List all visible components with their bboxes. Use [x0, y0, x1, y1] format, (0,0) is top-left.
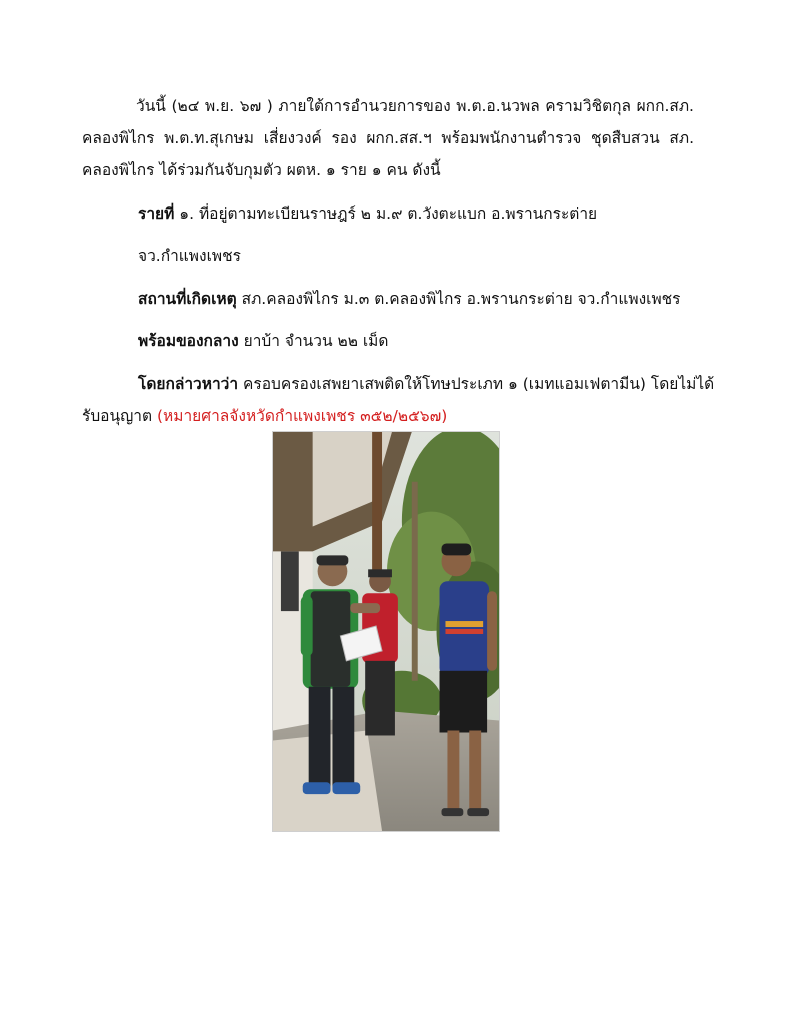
evidence-line — [138, 330, 388, 352]
paragraph-line: คลองพิไกร พ.ต.ท.สุเกษม เสี่ยงวงค์ รอง ผกก.สส.ฯ พร้อมพนักงานตำรวจ ชุดสืบสวน สภ. — [82, 129, 694, 147]
court-warrant: (หมายศาลจังหวัดกำแพงเพชร ๓๕๒/๒๕๖๗) — [156, 407, 448, 425]
location-label: สถานที่เกิดเหตุ — [138, 290, 237, 308]
paragraph-line: วันนี้ (๒๔ พ.ย. ๖๗ ) ภายใต้การอำนวยการของ พ.ต.อ.นวพล ครามวิชิตกุล ผกก.สภ. — [136, 97, 694, 115]
paragraph-line: คลองพิไกร ได้ร่วมกันจับกุมตัว ผตห. ๑ ราย ๑ คน ดังนี้ — [82, 161, 441, 179]
suspect-address: ๑. ที่อยู่ตามทะเบียนราษฎร์ ๒ ม.๙ ต.วังตะแบก อ.พรานกระต่าย — [174, 205, 598, 223]
charge-line-2 — [82, 405, 447, 427]
charge-label: โดยกล่าวหาว่า — [138, 375, 239, 393]
evidence-text: ยาบ้า จำนวน ๒๒ เม็ด — [238, 332, 389, 350]
suspect-province: จว.กำแพงเพชร — [138, 247, 241, 265]
arrest-photo-icon — [273, 432, 499, 831]
charge-text: ครอบครองเสพยาเสพติดให้โทษประเภท ๑ (เมทแอมเฟตามีน) โดยไม่ได้ — [238, 375, 715, 393]
charge-line — [138, 373, 715, 395]
charge-text-2: รับอนุญาต — [82, 407, 157, 425]
location-line — [138, 288, 681, 310]
arrest-photo — [272, 431, 500, 832]
evidence-label: พร้อมของกลาง — [138, 332, 239, 350]
location-text: สภ.คลองพิไกร ม.๓ ต.คลองพิไกร อ.พรานกระต่าย จว.กำแพงเพชร — [236, 290, 681, 308]
suspect-label: รายที่ — [138, 205, 175, 223]
suspect-line — [138, 203, 597, 225]
